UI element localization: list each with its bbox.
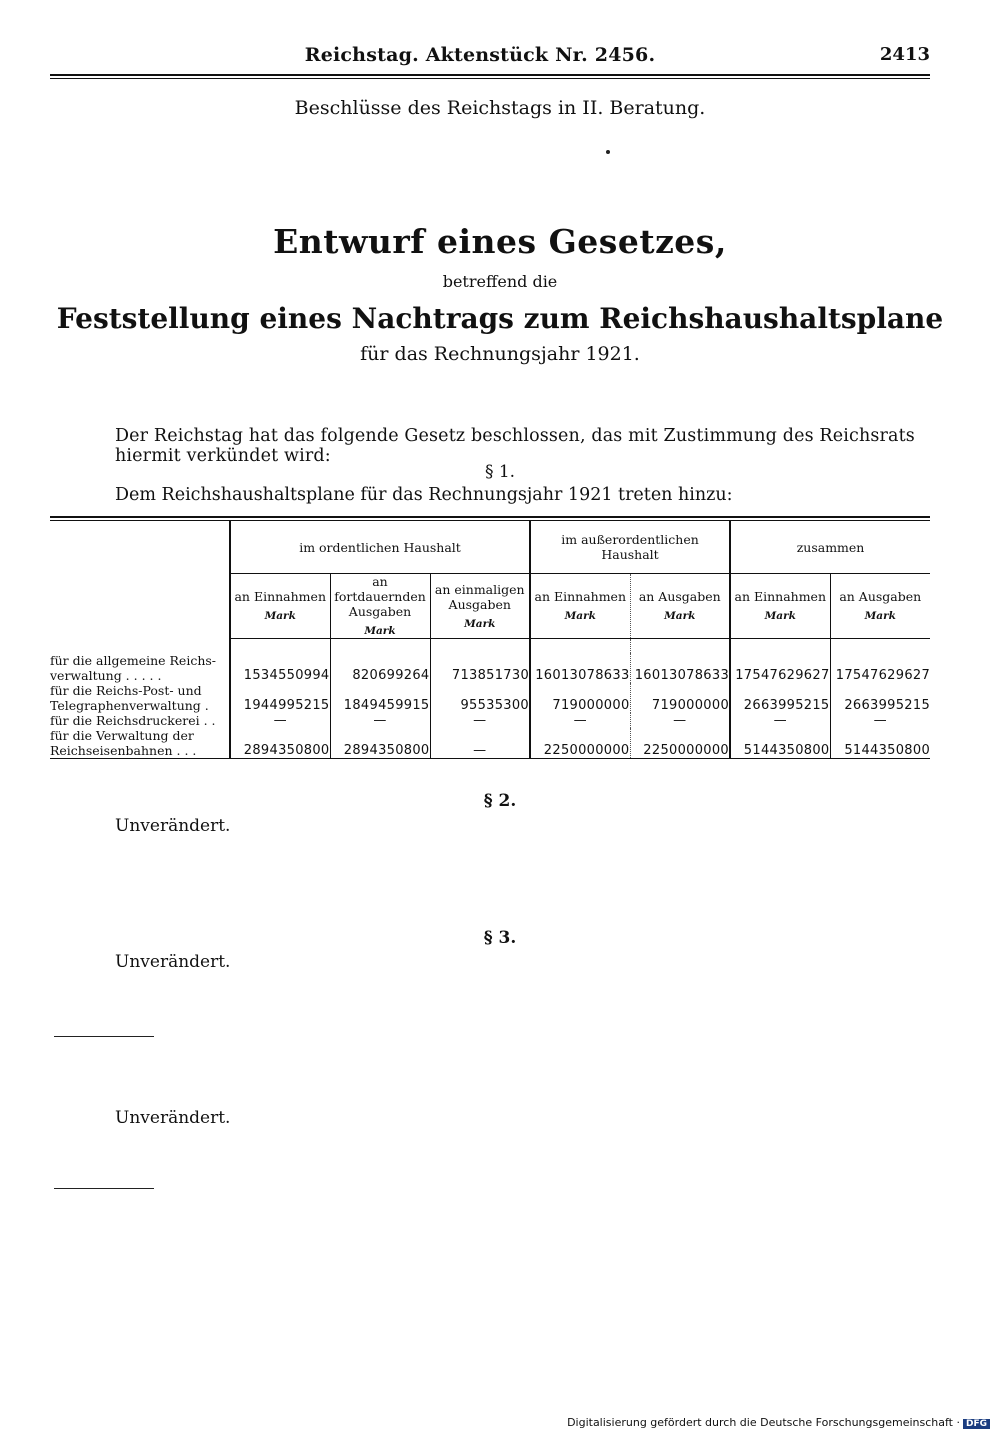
- column-label: an Einnahmen: [734, 589, 827, 604]
- column-header: [830, 574, 930, 639]
- table-cell: 2894350800: [330, 728, 430, 758]
- section-3-heading: § 3.: [483, 928, 517, 948]
- table-cell: 17547629627: [730, 653, 830, 683]
- header-rule: [50, 74, 930, 76]
- column-label: an einmaligen Ausgaben: [434, 581, 525, 612]
- column-label: an Ausgaben: [638, 589, 721, 604]
- table-cell: —: [830, 713, 930, 728]
- digitization-footer: [567, 1416, 990, 1429]
- draft-concerning: betreffend die: [442, 272, 558, 291]
- section-1-text: Dem Reichshaushaltsplane für das Rechnungsjahr 1921 treten hinzu:: [115, 485, 733, 505]
- table-cell: —: [330, 713, 430, 728]
- column-unit: Mark: [264, 610, 296, 622]
- footer-text: Digitalisierung gefördert durch die Deutsche Forschungsgemeinschaft ·: [567, 1416, 960, 1429]
- budget-grid: [50, 521, 930, 758]
- section-2-heading: § 2.: [483, 791, 517, 811]
- row-label: für die allgemeine Reichs- verwaltung . . . . .: [50, 652, 217, 683]
- group-header-ordinary: im ordentlichen Haushalt: [230, 521, 530, 574]
- column-unit: Mark: [364, 625, 396, 637]
- table-cell: 95535300: [430, 683, 530, 713]
- table-row: [50, 653, 930, 683]
- table-row: [50, 713, 930, 728]
- table-cell: —: [230, 713, 330, 728]
- column-header: [630, 574, 730, 639]
- table-cell: 820699264: [330, 653, 430, 683]
- table-cell: —: [530, 713, 630, 728]
- table-cell: 713851730: [430, 653, 530, 683]
- table-cell: —: [730, 713, 830, 728]
- column-unit: Mark: [564, 610, 596, 622]
- column-header: [530, 574, 630, 639]
- column-label: an Ausgaben: [839, 589, 922, 604]
- section-3-text: Unverändert.: [115, 952, 231, 972]
- table-cell: —: [430, 728, 530, 758]
- column-header: [230, 574, 330, 639]
- table-cell: 5144350800: [730, 728, 830, 758]
- column-unit: Mark: [764, 610, 796, 622]
- section-2-text: Unverändert.: [115, 816, 231, 836]
- row-label-header: [50, 521, 230, 638]
- table-cell: 17547629627: [830, 653, 930, 683]
- table-row: [50, 683, 930, 713]
- group-header-total: zusammen: [730, 521, 930, 574]
- table-top-rule: [50, 516, 930, 518]
- table-cell: 719000000: [530, 683, 630, 713]
- column-label: an fortdauernden Ausgaben: [334, 574, 426, 619]
- table-cell: 1849459915: [330, 683, 430, 713]
- print-speck: [606, 150, 610, 154]
- table-row: [50, 728, 930, 758]
- draft-title: Entwurf eines Gesetzes,: [273, 222, 727, 261]
- table-cell: 16013078633: [530, 653, 630, 683]
- draft-fiscal-year: für das Rechnungsjahr 1921.: [360, 343, 640, 365]
- header-rule-thin: [50, 78, 930, 79]
- table-cell: 1944995215: [230, 683, 330, 713]
- enactment-preamble: Der Reichstag hat das folgende Gesetz beschlossen, das mit Zustimmung des Reichsrats hiermit verkündet wird:: [115, 426, 915, 466]
- table-cell: 719000000: [630, 683, 730, 713]
- table-cell: 2250000000: [630, 728, 730, 758]
- table-cell: 2894350800: [230, 728, 330, 758]
- section-4-text: Unverändert.: [115, 1108, 231, 1128]
- row-label: für die Reichsdruckerei . .: [50, 712, 216, 728]
- column-unit: Mark: [664, 610, 696, 622]
- budget-table: [50, 516, 930, 759]
- dfg-logo: DFG: [963, 1419, 990, 1429]
- table-bottom-rule: [50, 758, 930, 759]
- row-label: für die Reichs-Post- und Telegraphenverwaltung .: [50, 682, 209, 713]
- table-cell: 2250000000: [530, 728, 630, 758]
- table-cell: 2663995215: [730, 683, 830, 713]
- column-header: [730, 574, 830, 639]
- separator-rule: [54, 1188, 154, 1189]
- column-header: [330, 574, 430, 639]
- column-unit: Mark: [864, 610, 896, 622]
- group-header-extraordinary: im außerordentlichen Haushalt: [530, 521, 730, 574]
- page-number: 2413: [879, 44, 930, 65]
- table-cell: —: [430, 713, 530, 728]
- column-header: [430, 574, 530, 639]
- table-cell: —: [630, 713, 730, 728]
- draft-subject: Feststellung eines Nachtrags zum Reichshaushaltsplane: [56, 302, 944, 335]
- column-unit: Mark: [464, 617, 496, 630]
- table-cell: 16013078633: [630, 653, 730, 683]
- reading-stage-heading: Beschlüsse des Reichstags in II. Beratung.: [294, 97, 706, 119]
- table-cell: 1534550994: [230, 653, 330, 683]
- row-label: für die Verwaltung der Reichseisenbahnen . . .: [50, 727, 197, 758]
- running-title: Reichstag. Aktenstück Nr. 2456.: [304, 44, 656, 66]
- column-label: an Einnahmen: [534, 589, 627, 604]
- table-cell: 5144350800: [830, 728, 930, 758]
- table-cell: 2663995215: [830, 683, 930, 713]
- column-label: an Einnahmen: [234, 589, 326, 604]
- running-head: [0, 44, 1000, 74]
- separator-rule: [54, 1036, 154, 1037]
- section-1-heading: § 1.: [484, 462, 516, 482]
